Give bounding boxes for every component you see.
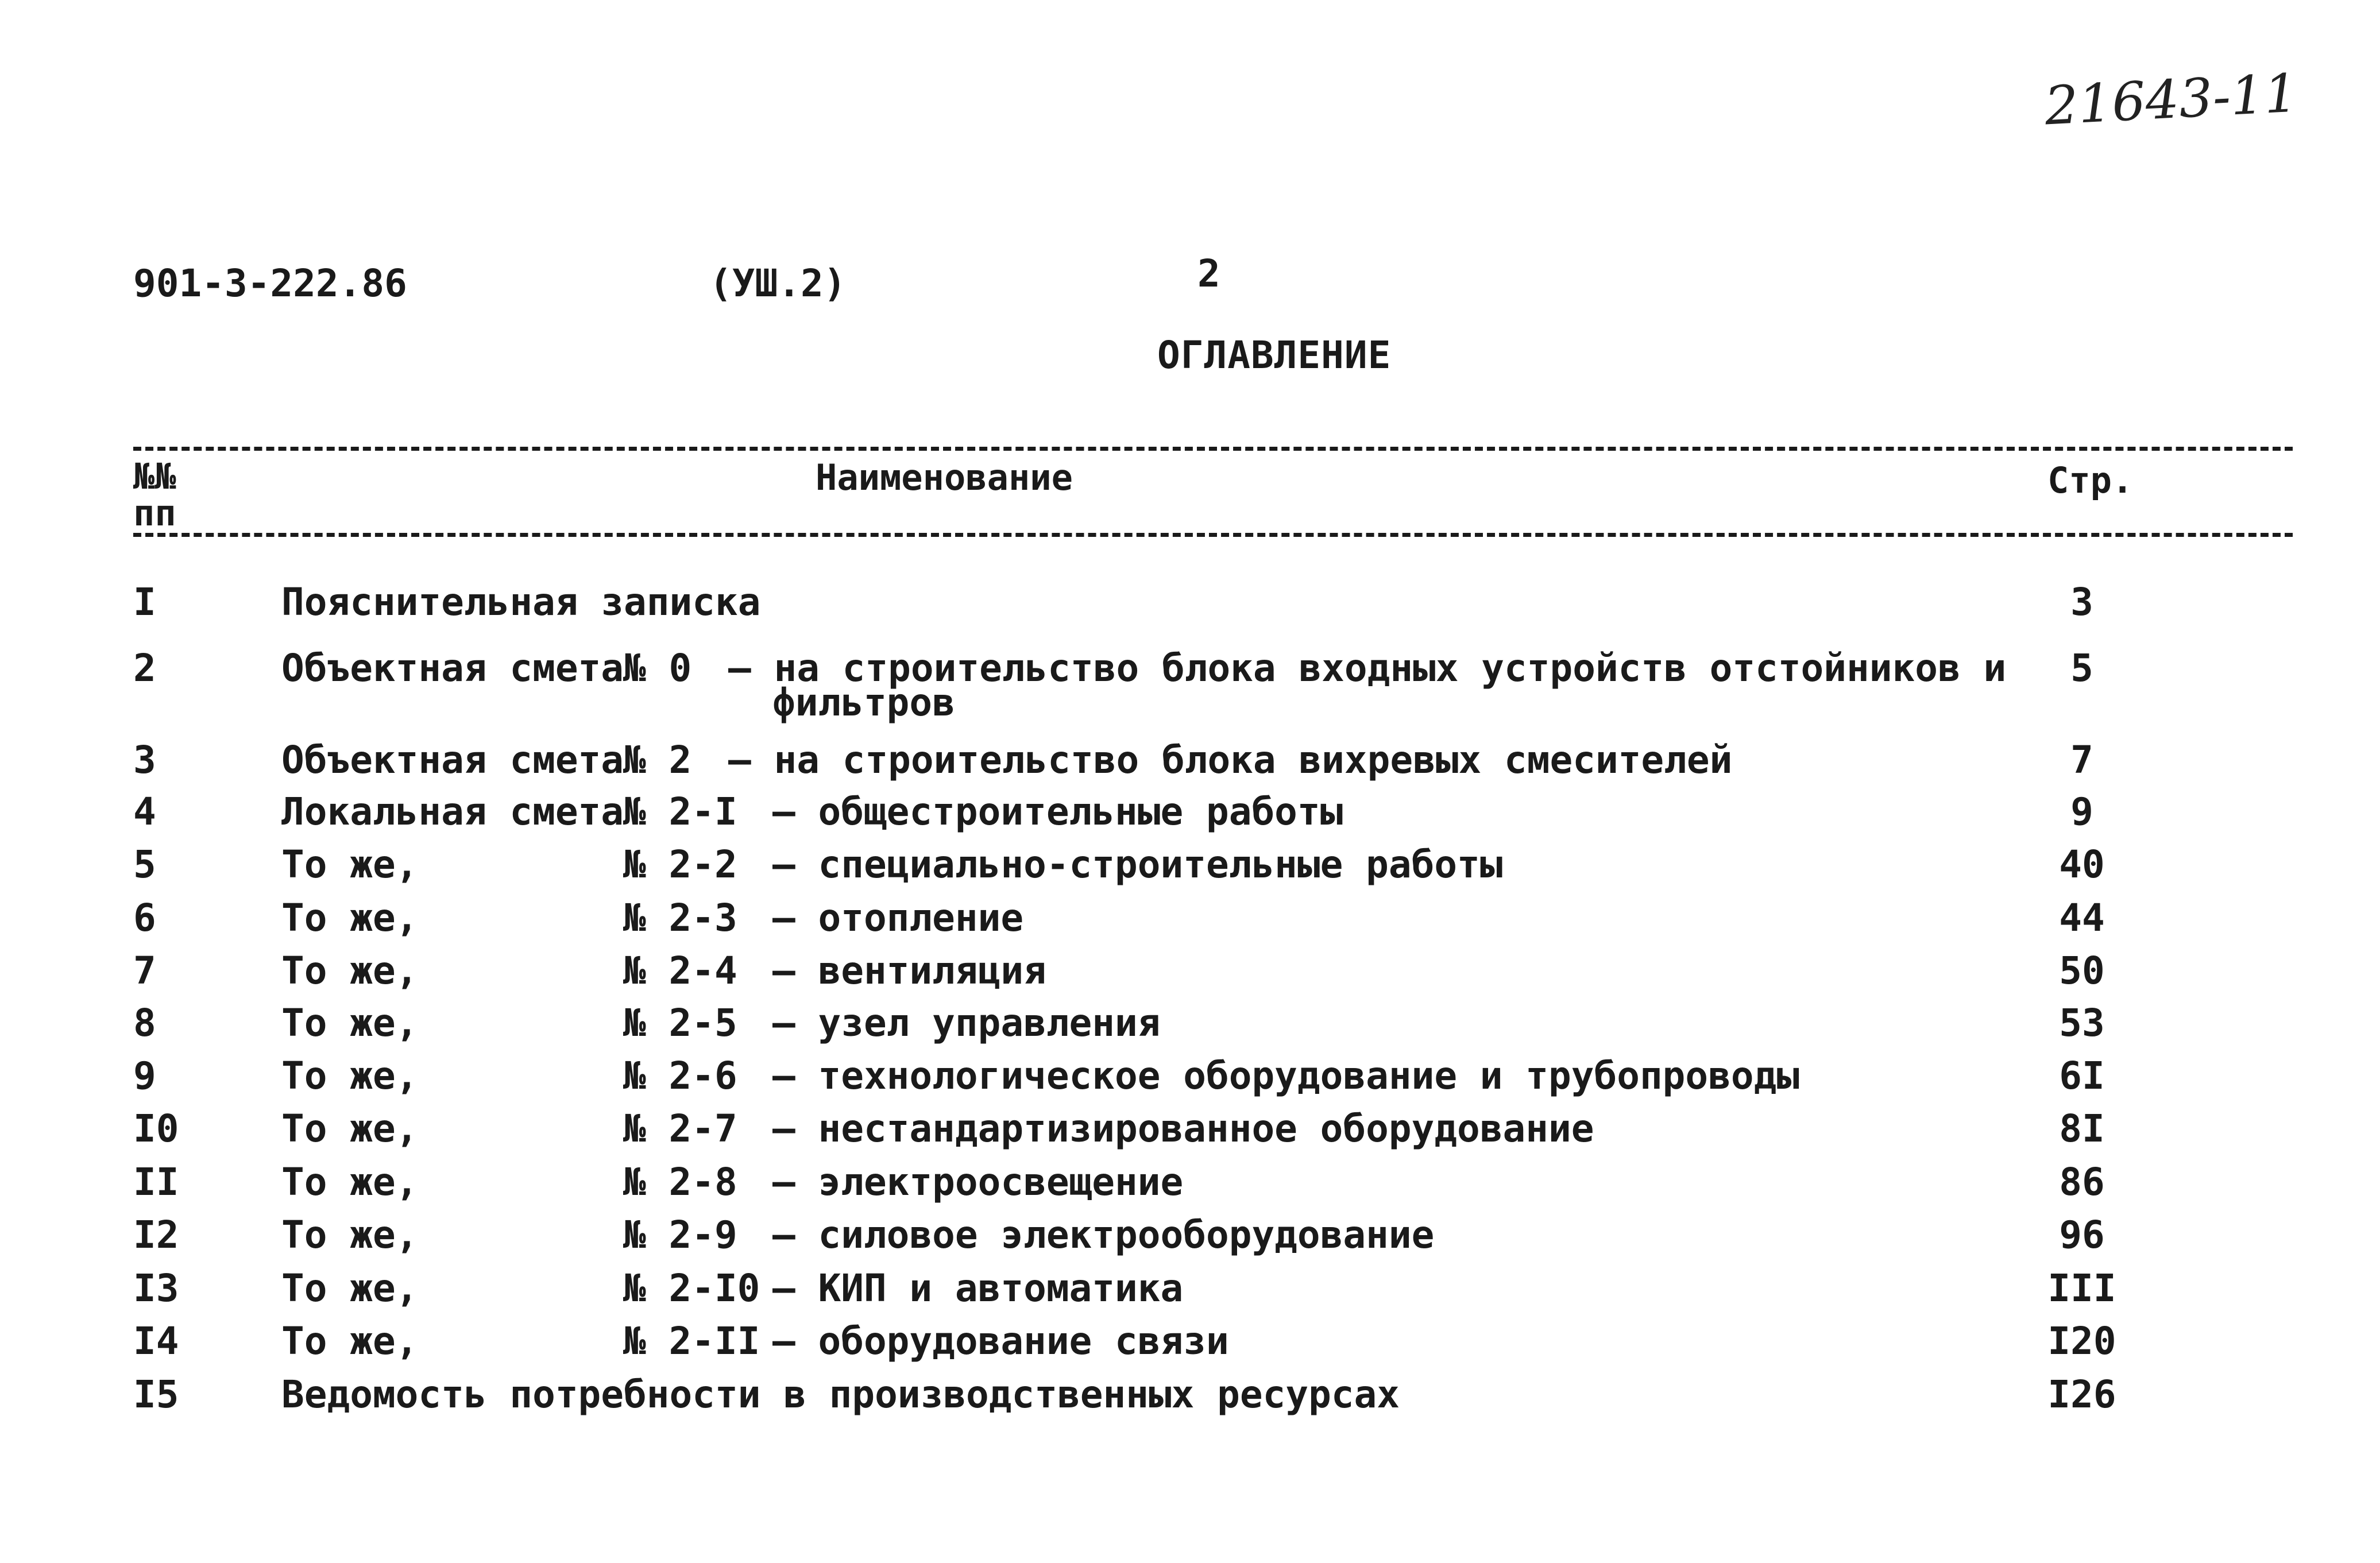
toc-row-number: I: [133, 580, 156, 624]
toc-row-document-type: Ведомость потребности в производственных ресурсах: [281, 1372, 1400, 1417]
toc-row: [0, 646, 2380, 725]
toc-row: [0, 1319, 2380, 1371]
toc-row-number: 3: [133, 738, 156, 782]
toc-row-description: – электроосвещение: [772, 1160, 1184, 1204]
toc-row: [0, 1001, 2380, 1053]
toc-row: [0, 1054, 2380, 1105]
toc-row: [0, 738, 2380, 790]
toc-row-document-type: Объектная смета: [281, 646, 624, 690]
toc-row-number: I3: [133, 1266, 179, 1310]
toc-row-estimate-code: № 2-I0: [623, 1266, 760, 1310]
toc-row: [0, 1372, 2380, 1424]
toc-row-description: – на строительство блока входных устройств отстойников и: [728, 646, 2007, 690]
toc-row-number: I4: [133, 1319, 179, 1363]
toc-row-number: 9: [133, 1054, 156, 1098]
toc-row-description: – силовое электрооборудование: [772, 1213, 1435, 1257]
toc-row-page: 7: [2070, 738, 2093, 782]
toc-row: [0, 949, 2380, 1000]
toc-row-document-type: То же,: [281, 842, 419, 887]
toc-row-number: 8: [133, 1001, 156, 1045]
toc-row: [0, 1107, 2380, 1158]
toc-row-number: 5: [133, 842, 156, 887]
table-top-rule: [133, 447, 2293, 451]
toc-row-description: – нестандартизированное оборудование: [772, 1107, 1594, 1151]
toc-row-page: 44: [2059, 896, 2105, 940]
toc-row-document-type: То же,: [281, 1319, 419, 1363]
toc-row-number: II: [133, 1160, 179, 1204]
column-header-page: Стр.: [2047, 459, 2134, 501]
toc-row-description: – оборудование связи: [772, 1319, 1229, 1363]
toc-row-page: 5: [2070, 646, 2093, 690]
toc-row-document-type: То же,: [281, 1160, 419, 1204]
toc-row-document-type: То же,: [281, 1213, 419, 1257]
toc-row-number: 2: [133, 646, 156, 690]
toc-row-document-type: То же,: [281, 949, 419, 993]
toc-row-number: I5: [133, 1372, 179, 1417]
toc-row: [0, 1160, 2380, 1212]
page-title: ОГЛАВЛЕНИЕ: [1157, 333, 1392, 377]
toc-row: [0, 790, 2380, 841]
toc-row-page: 53: [2059, 1001, 2105, 1045]
handwritten-archive-code: 21643-11: [2043, 62, 2300, 137]
document-code: 901-3-222.86: [133, 261, 407, 305]
toc-row-page: 96: [2059, 1213, 2105, 1257]
toc-row-page: 8I: [2059, 1107, 2105, 1151]
toc-row-estimate-code: № 2-I: [623, 790, 737, 834]
toc-row-estimate-code: № 2-2: [623, 842, 737, 887]
toc-row-number: I0: [133, 1107, 179, 1151]
toc-row-estimate-code: № 2-5: [623, 1001, 737, 1045]
toc-row: [0, 1266, 2380, 1318]
toc-row-estimate-code: № 2-9: [623, 1213, 737, 1257]
toc-row-document-type: То же,: [281, 1054, 419, 1098]
toc-row-estimate-code: № 2-8: [623, 1160, 737, 1204]
toc-row-document-type: Объектная смета: [281, 738, 624, 782]
toc-row-page: I26: [2047, 1372, 2116, 1417]
toc-row-description: – общестроительные работы: [772, 790, 1343, 834]
toc-row-description: – на строительство блока вихревых смесителей: [728, 738, 1733, 782]
toc-row-description-continued: фильтров: [772, 680, 955, 725]
toc-row-description: – узел управления: [772, 1001, 1161, 1045]
table-header-rule: [133, 533, 2293, 537]
page-number: 2: [1197, 252, 1220, 296]
toc-row-description: – КИП и автоматика: [772, 1266, 1184, 1310]
toc-row-number: 7: [133, 949, 156, 993]
toc-row-description: – отопление: [772, 896, 1024, 940]
toc-row-description: – вентиляция: [772, 949, 1046, 993]
toc-row-estimate-code: № 2-3: [623, 896, 737, 940]
toc-row-estimate-code: № 0: [623, 646, 692, 690]
toc-row-estimate-code: № 2: [623, 738, 692, 782]
column-header-name: Наименование: [816, 456, 1073, 498]
toc-row-page: 9: [2070, 790, 2093, 834]
toc-row-document-type: То же,: [281, 1001, 419, 1045]
toc-row-document-type: Локальная смета: [281, 790, 624, 834]
toc-row-page: 3: [2070, 580, 2093, 624]
toc-row-estimate-code: № 2-4: [623, 949, 737, 993]
toc-row-page: 50: [2059, 949, 2105, 993]
toc-row-document-type: Пояснительная записка: [281, 580, 761, 624]
toc-row-page: 40: [2059, 842, 2105, 887]
toc-row-page: III: [2047, 1266, 2116, 1310]
toc-row: [0, 842, 2380, 894]
toc-row-estimate-code: № 2-6: [623, 1054, 737, 1098]
toc-row-description: – технологическое оборудование и трубопроводы: [772, 1054, 1800, 1098]
toc-row-estimate-code: № 2-II: [623, 1319, 760, 1363]
toc-row-page: 86: [2059, 1160, 2105, 1204]
toc-row-number: I2: [133, 1213, 179, 1257]
toc-row-estimate-code: № 2-7: [623, 1107, 737, 1151]
toc-row-document-type: То же,: [281, 1107, 419, 1151]
toc-row: [0, 580, 2380, 632]
toc-row-page: I20: [2047, 1319, 2116, 1363]
section-code: (УШ.2): [709, 261, 847, 305]
toc-row-number: 4: [133, 790, 156, 834]
toc-row-document-type: То же,: [281, 1266, 419, 1310]
toc-row-number: 6: [133, 896, 156, 940]
column-header-number: №№ пп: [133, 455, 176, 534]
toc-row: [0, 1213, 2380, 1264]
toc-row: [0, 896, 2380, 947]
toc-row-document-type: То же,: [281, 896, 419, 940]
toc-row-page: 6I: [2059, 1054, 2105, 1098]
toc-row-description: – специально-строительные работы: [772, 842, 1503, 887]
